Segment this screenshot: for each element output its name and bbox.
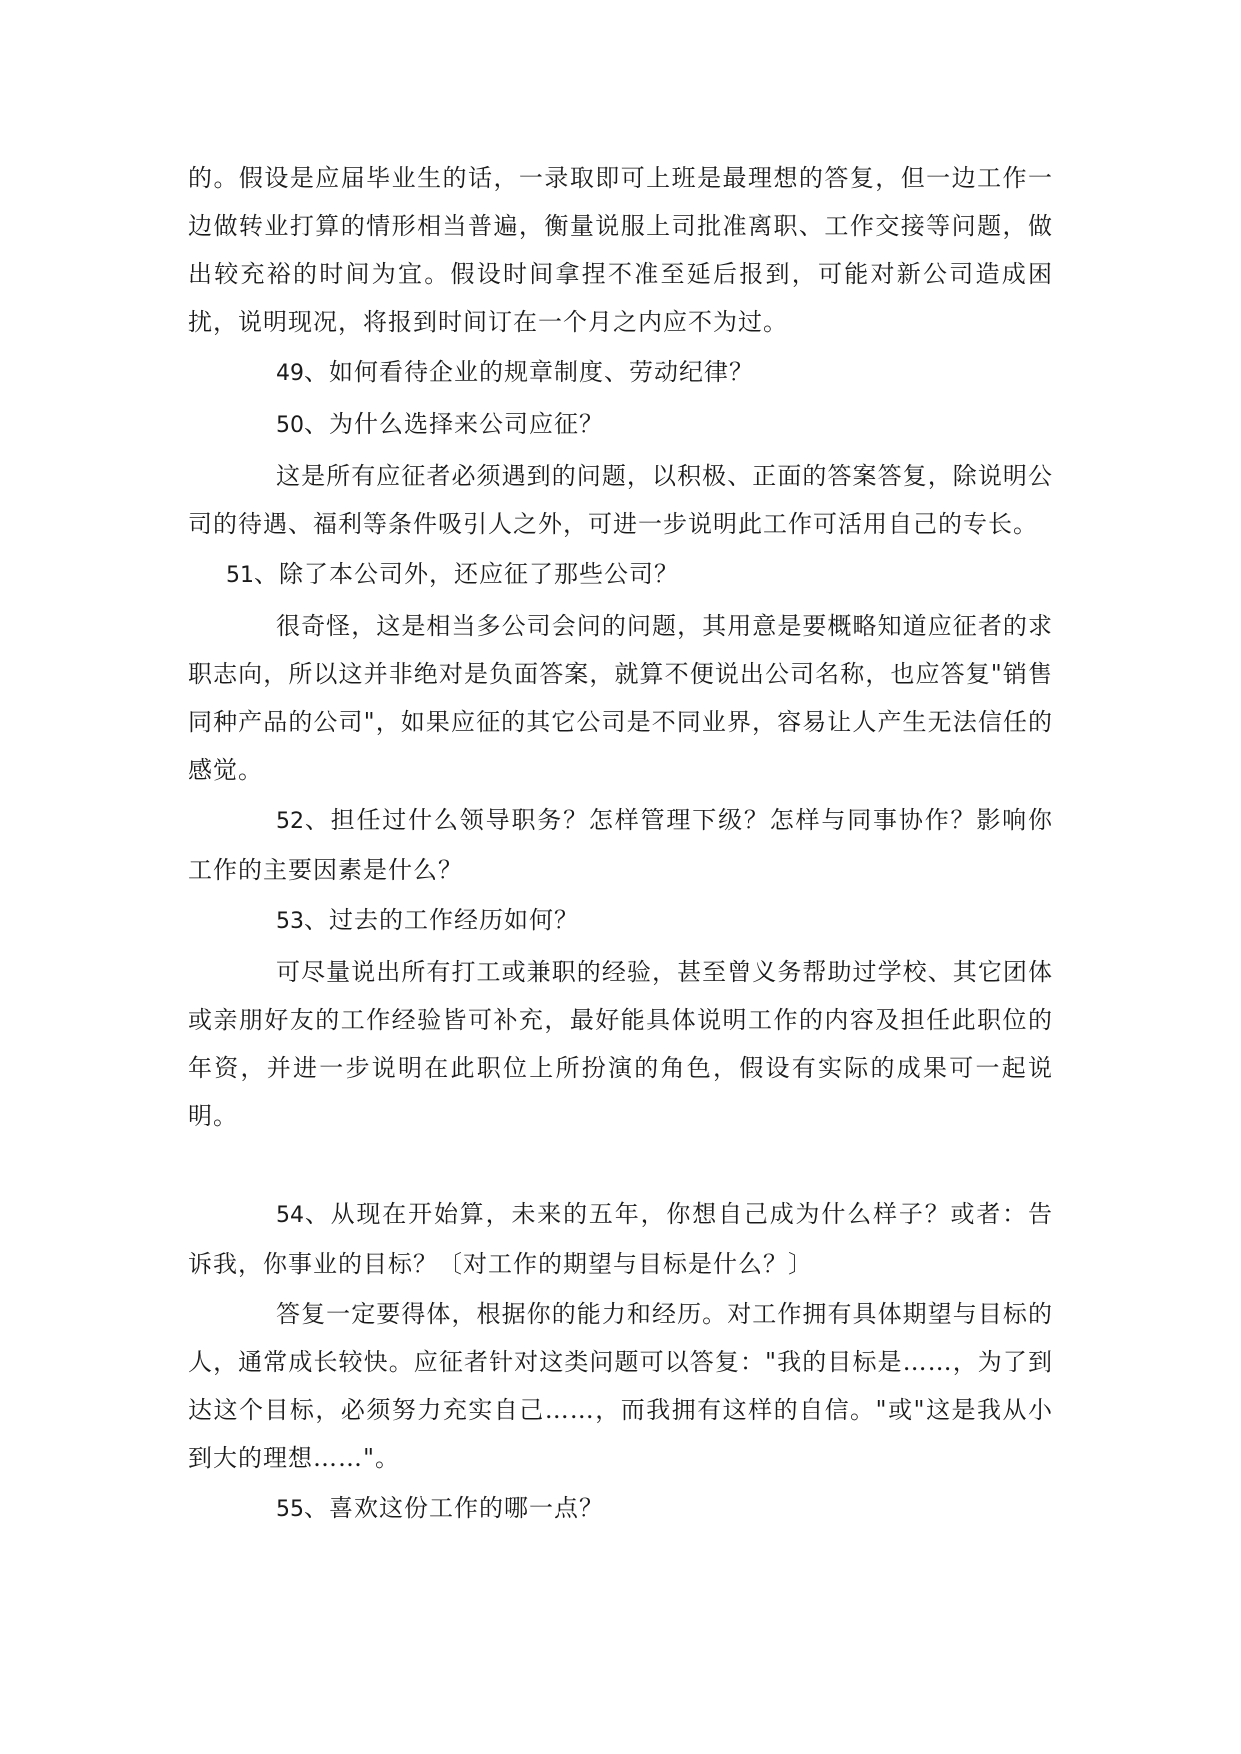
question-number: 53 <box>276 909 304 934</box>
question-number: 54 <box>276 1203 304 1228</box>
question-55 <box>188 1484 1053 1534</box>
question-text: 、喜欢这份工作的哪一点？ <box>304 1494 604 1522</box>
question-text: 、过去的工作经历如何？ <box>304 906 579 934</box>
question-50 <box>188 400 1053 450</box>
answer-54: 答复一定要得体，根据你的能力和经历。对工作拥有具体期望与目标的人，通常成长较快。应征者针对这类问题可以答复："我的目标是……，为了到达这个目标，必须努力充实自己……，而我拥有这样的自信。"或"这是我从小到大的理想……"。 <box>188 1300 1053 1472</box>
question-text: 、除了本公司外，还应征了那些公司？ <box>254 560 679 588</box>
question-text: 、为什么选择来公司应征？ <box>304 410 604 438</box>
answer-50: 这是所有应征者必须遇到的问题，以积极、正面的答案答复，除说明公司的待遇、福利等条件吸引人之外，可进一步说明此工作可活用自己的专长。 <box>188 462 1053 538</box>
question-text: 、从现在开始算，未来的五年，你想自己成为什么样子？或者：告诉我，你事业的目标？〔对工作的期望与目标是什么？〕 <box>188 1200 1053 1278</box>
document-body <box>188 154 1053 1536</box>
question-53 <box>188 896 1053 946</box>
question-49 <box>188 348 1053 398</box>
question-52 <box>188 796 1053 894</box>
answer-51: 很奇怪，这是相当多公司会问的问题，其用意是要概略知道应征者的求职志向，所以这并非绝对是负面答案，就算不便说出公司名称，也应答复"销售同种产品的公司"，如果应征的其它公司是不同业界，容易让人产生无法信任的感觉。 <box>188 612 1053 784</box>
question-number: 51 <box>226 563 254 588</box>
blank-line <box>188 1142 1053 1190</box>
question-number: 49 <box>276 361 304 386</box>
question-number: 50 <box>276 413 304 438</box>
question-number: 55 <box>276 1497 304 1522</box>
question-54 <box>188 1190 1053 1288</box>
question-text: 、担任过什么领导职务？怎样管理下级？怎样与同事协作？影响你工作的主要因素是什么？ <box>188 806 1053 884</box>
answer-53: 可尽量说出所有打工或兼职的经验，甚至曾义务帮助过学校、其它团体或亲朋好友的工作经验皆可补充，最好能具体说明工作的内容及担任此职位的年资，并进一步说明在此职位上所扮演的角色，假设有实际的成果可一起说明。 <box>188 958 1053 1130</box>
question-number: 52 <box>276 809 304 834</box>
paragraph-answer-48-continued: 的。假设是应届毕业生的话，一录取即可上班是最理想的答复，但一边工作一边做转业打算的情形相当普遍，衡量说服上司批准离职、工作交接等问题，做出较充裕的时间为宜。假设时间拿捏不准至延后报到，可能对新公司造成困扰，说明现况，将报到时间订在一个月之内应不为过。 <box>188 164 1053 336</box>
question-text: 、如何看待企业的规章制度、劳动纪律？ <box>304 358 754 386</box>
question-51 <box>188 550 1053 600</box>
